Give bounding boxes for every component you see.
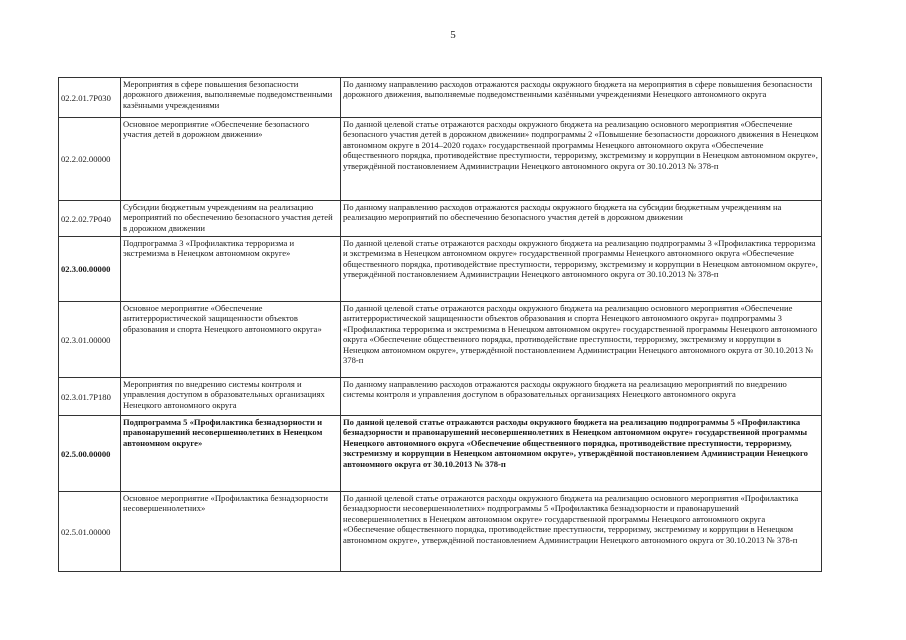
table-row xyxy=(59,118,822,201)
row-code: 02.3.00.00000 xyxy=(59,237,121,302)
row-code: 02.3.01.00000 xyxy=(59,302,121,378)
row-name: Подпрограмма 3 «Профилактика терроризма и экстремизма в Ненецком автономном округе» xyxy=(121,237,341,302)
row-name: Основное мероприятие «Обеспечение безопасного участия детей в дорожном движении» xyxy=(121,118,341,201)
row-description: По данной целевой статье отражаются расходы окружного бюджета на реализацию подпрограммы 3 «Профилактика терроризма и экстремизма в Ненецком автономном округе» государственной программы Ненецкого автономного округа «Обеспечение общественного порядка, противодействие преступности, терроризму, экстремизму и коррупции в Ненецком автономном округе», утверждённой постановлением Администрации Ненецкого автономного округа от 30.10.2013 № 378-п xyxy=(341,237,822,302)
table-row xyxy=(59,378,822,416)
row-name: Мероприятия в сфере повышения безопасности дорожного движения, выполняемые подведомственными казёнными учреждениями xyxy=(121,78,341,118)
row-code: 02.2.02.00000 xyxy=(59,118,121,201)
row-code: 02.5.00.00000 xyxy=(59,416,121,492)
row-code: 02.2.01.7Р030 xyxy=(59,78,121,118)
row-name: Основное мероприятие «Обеспечение антитеррористической защищенности объектов образования и спорта Ненецкого автономного округа» xyxy=(121,302,341,378)
row-code: 02.5.01.00000 xyxy=(59,492,121,572)
table-row xyxy=(59,302,822,378)
row-description: По данной целевой статье отражаются расходы окружного бюджета на реализацию основного мероприятия «Обеспечение безопасного участия детей в дорожном движении» подпрограммы 2 «Повышение безопасности дорожного движения в Ненецком автономном округе в 2014–2020 годах» государственной программы Ненецкого автономного округа «Обеспечение общественного порядка, противодействие преступности, терроризму, экстремизму и коррупции в Ненецком автономном округе», утверждённой постановлением Администрации Ненецкого автономного округа от 30.10.2013 № 378-п xyxy=(341,118,822,201)
row-name: Основное мероприятие «Профилактика безнадзорности несовершеннолетних» xyxy=(121,492,341,572)
row-description: По данному направлению расходов отражаются расходы окружного бюджета на мероприятия в сфере повышения безопасности дорожного движения, выполняемые подведомственными казёнными учреждениями Ненецкого автономного округа xyxy=(341,78,822,118)
row-description: По данному направлению расходов отражаются расходы окружного бюджета на реализацию мероприятий по внедрению системы контроля и управления доступом в образовательных организациях Ненецкого автономного округа xyxy=(341,378,822,416)
table-row xyxy=(59,78,822,118)
row-description: По данному направлению расходов отражаются расходы окружного бюджета на субсидии бюджетным учреждениям на реализацию мероприятий по обеспечению безопасного участия детей в дорожном движении xyxy=(341,201,822,237)
table-row xyxy=(59,237,822,302)
row-name: Подпрограмма 5 «Профилактика безнадзорности и правонарушений несовершеннолетних в Ненецком автономном округе» xyxy=(121,416,341,492)
table-row xyxy=(59,492,822,572)
row-code: 02.2.02.7Р040 xyxy=(59,201,121,237)
row-description: По данной целевой статье отражаются расходы окружного бюджета на реализацию основного мероприятия «Профилактика безнадзорности несовершеннолетних» подпрограммы 5 «Профилактика безнадзорности и правонарушений несовершеннолетних в Ненецком автономном округе» государственной программы Ненецкого автономного округа «Обеспечение общественного порядка, противодействие преступности, терроризму, экстремизму и коррупции в Ненецком автономном округе», утверждённой постановлением Администрации Ненецкого автономного округа от 30.10.2013 № 378-п xyxy=(341,492,822,572)
row-name: Мероприятия по внедрению системы контроля и управления доступом в образовательных организациях Ненецкого автономного округа xyxy=(121,378,341,416)
table-row xyxy=(59,416,822,492)
target-articles-table xyxy=(58,77,822,572)
row-description: По данной целевой статье отражаются расходы окружного бюджета на реализацию подпрограммы 5 «Профилактика безнадзорности и правонарушений несовершеннолетних в Ненецком автономном округе» государственной программы Ненецкого автономного округа «Обеспечение общественного порядка, противодействие преступности, терроризму, экстремизму и коррупции в Ненецком автономном округе», утверждённой постановлением Администрации Ненецкого автономного округа от 30.10.2013 № 378-п xyxy=(341,416,822,492)
row-name: Субсидии бюджетным учреждениям на реализацию мероприятий по обеспечению безопасного участия детей в дорожном движении xyxy=(121,201,341,237)
row-code: 02.3.01.7Р180 xyxy=(59,378,121,416)
row-description: По данной целевой статье отражаются расходы окружного бюджета на реализацию основного мероприятия «Обеспечение антитеррористической защищенности объектов образования и спорта Ненецкого автономного округа» подпрограммы 3 «Профилактика терроризма и экстремизма в Ненецком автономном округе» государственной программы Ненецкого автономного округа «Обеспечение общественного порядка, противодействие преступности, терроризму, экстремизму и коррупции в Ненецком автономном округе», утверждённой постановлением Администрации Ненецкого автономного округа от 30.10.2013 № 378-п xyxy=(341,302,822,378)
table-row xyxy=(59,201,822,237)
page-number: 5 xyxy=(450,29,456,41)
